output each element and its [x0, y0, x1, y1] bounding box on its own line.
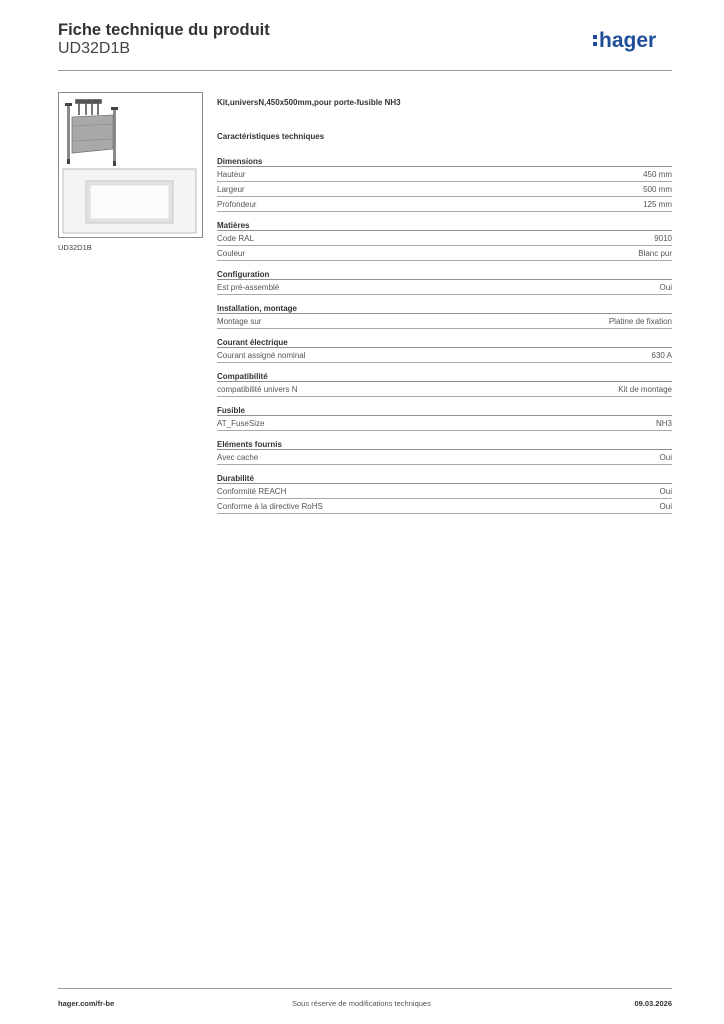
spec-label: Profondeur: [217, 200, 257, 209]
footer-website: hager.com/fr-be: [58, 999, 115, 1008]
spec-label: Conformité REACH: [217, 487, 287, 496]
spec-value: 630 A: [651, 351, 672, 360]
spec-section: [217, 156, 672, 212]
spec-section-title: Durabilité: [217, 473, 672, 484]
spec-row: [217, 382, 672, 397]
spec-section: [217, 303, 672, 329]
spec-label: Largeur: [217, 185, 245, 194]
footer-divider: [58, 988, 672, 989]
header-divider: [58, 70, 672, 71]
spec-section-title: Eléments fournis: [217, 439, 672, 450]
product-image: [58, 92, 203, 238]
spec-value: 125 mm: [643, 200, 672, 209]
spec-row: [217, 280, 672, 295]
characteristics-panel: [217, 97, 672, 522]
spec-value: Oui: [659, 453, 672, 462]
spec-value: Oui: [659, 502, 672, 511]
spec-section-title: Courant électrique: [217, 337, 672, 348]
spec-label: Montage sur: [217, 317, 262, 326]
spec-label: Code RAL: [217, 234, 254, 243]
spec-row: [217, 231, 672, 246]
product-description: Kit,universN,450x500mm,pour porte-fusible NH3: [217, 98, 401, 107]
spec-value: Oui: [659, 487, 672, 496]
spec-label: AT_FuseSize: [217, 419, 265, 428]
product-reference: UD32D1B: [58, 40, 131, 57]
spec-row: [217, 197, 672, 212]
spec-section-title: Matières: [217, 220, 672, 231]
spec-section: [217, 473, 672, 514]
spec-row: [217, 499, 672, 514]
spec-label: Courant assigné nominal: [217, 351, 306, 360]
spec-section: [217, 405, 672, 431]
spec-section-title: Fusible: [217, 405, 672, 416]
footer-notice: Sous réserve de modifications techniques: [292, 999, 431, 1008]
spec-value: Kit de montage: [618, 385, 672, 394]
spec-value: 9010: [654, 234, 672, 243]
spec-row: [217, 314, 672, 329]
spec-value: 450 mm: [643, 170, 672, 179]
spec-label: Hauteur: [217, 170, 246, 179]
spec-row: [217, 246, 672, 261]
spec-section-title: Configuration: [217, 269, 672, 280]
spec-row: [217, 348, 672, 363]
screws-icon: [76, 100, 101, 115]
spec-section-title: Compatibilité: [217, 371, 672, 382]
hager-logo: [591, 27, 675, 55]
spec-value: 500 mm: [643, 185, 672, 194]
characteristics-heading: Caractéristiques techniques: [217, 132, 325, 141]
spec-section-title: Installation, montage: [217, 303, 672, 314]
spec-value: Blanc pur: [638, 249, 672, 258]
spec-section: [217, 337, 672, 363]
spec-label: compatibilité univers N: [217, 385, 298, 394]
spec-section-title: Dimensions: [217, 156, 672, 167]
characteristics-sections: [217, 156, 672, 514]
spec-section: [217, 269, 672, 295]
spec-value: Platine de fixation: [608, 317, 672, 326]
spec-row: [217, 484, 672, 499]
spec-row: [217, 416, 672, 431]
spec-value: NH3: [655, 419, 672, 428]
spec-row: [217, 450, 672, 465]
spec-label: Couleur: [217, 249, 246, 258]
spec-section: [217, 371, 672, 397]
spec-section: [217, 439, 672, 465]
image-caption: UD32D1B: [58, 243, 92, 252]
logo-text: hager: [599, 29, 657, 52]
page-title: Fiche technique du produit: [58, 21, 270, 39]
footer-date: 09.03.2026: [634, 999, 672, 1008]
spec-label: Conforme à la directive RoHS: [217, 502, 323, 511]
spec-row: [217, 167, 672, 182]
spec-label: Avec cache: [217, 453, 259, 462]
spec-value: Oui: [659, 283, 672, 292]
spec-label: Est pré-assemblé: [217, 283, 280, 292]
spec-row: [217, 182, 672, 197]
spec-section: [217, 220, 672, 261]
